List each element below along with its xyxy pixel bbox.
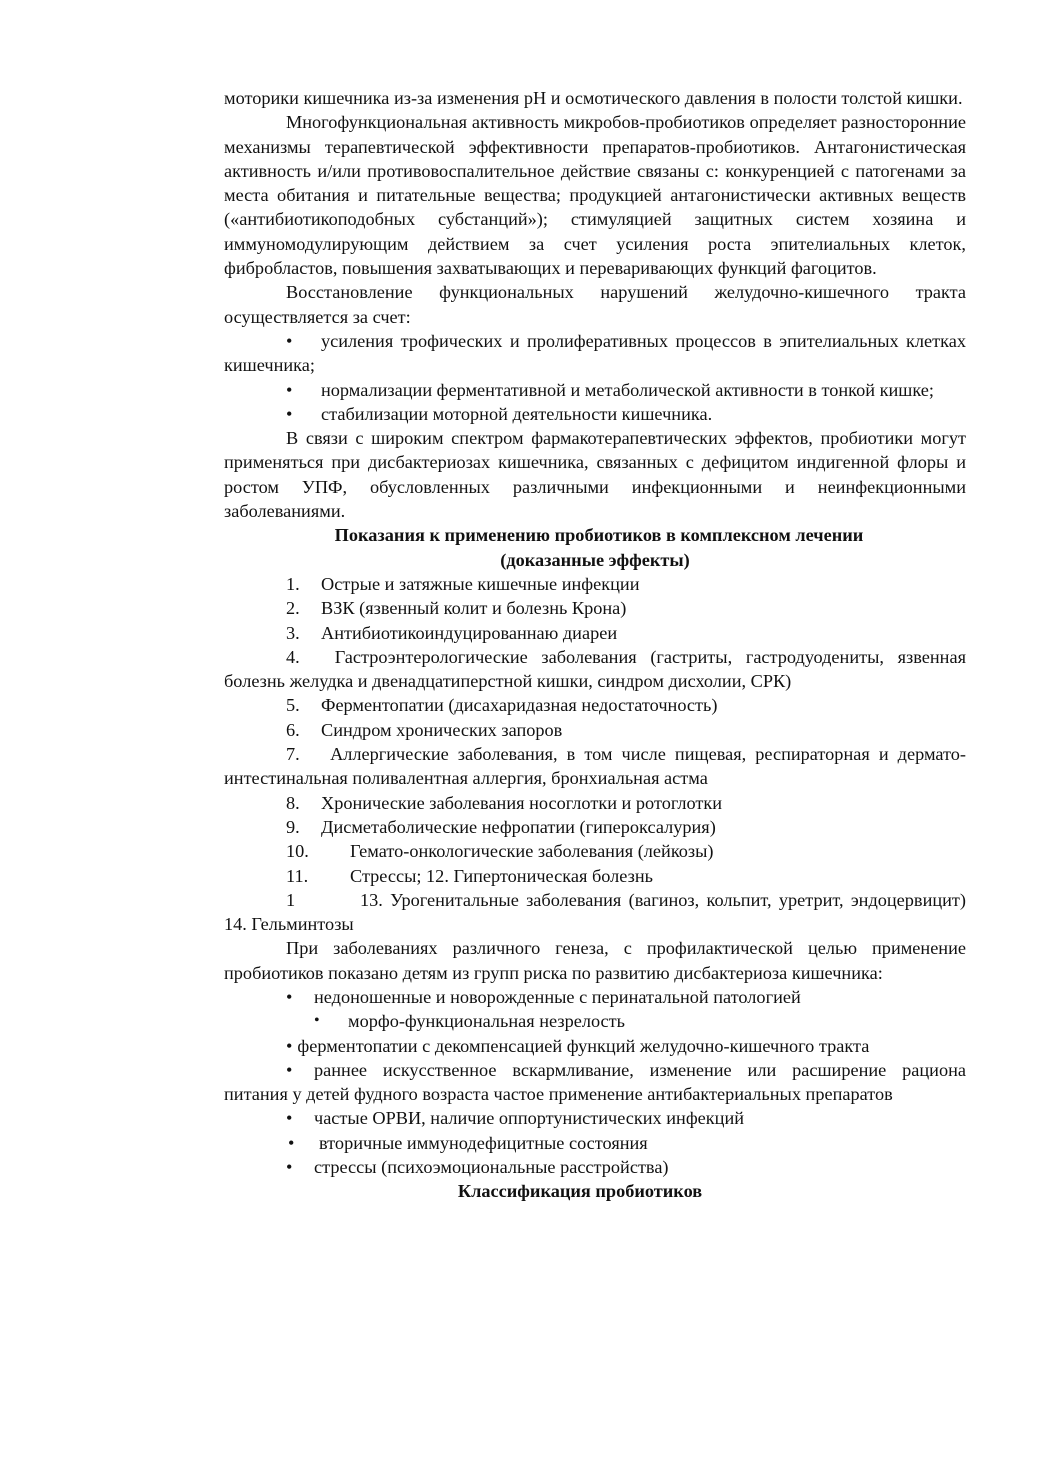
item-text: Гастроэнтерологические заболевания (гастриты, гастродуодениты, язвенная болезнь желудка и двенадцатиперстной кишки, синдром дисхолии, СРК) — [224, 646, 966, 692]
list-item — [224, 742, 966, 791]
indications-heading: Показания к применению пробиотиков в комплексном лечении — [334, 525, 864, 546]
item-number: 6. — [286, 719, 300, 740]
classification-heading: Классификация пробиотиков — [457, 1181, 703, 1202]
list-item — [224, 791, 966, 815]
bullet-item — [224, 1155, 966, 1179]
item-text: Дисметаболические нефропатии (гипероксалурия) — [321, 816, 716, 837]
item-number: 1. — [286, 573, 300, 594]
item-number: 1 — [286, 889, 296, 910]
bullet-text: стрессы (психоэмоциональные расстройства) — [314, 1157, 669, 1178]
bullet-item — [224, 1034, 966, 1058]
bullet-marker: • — [286, 1059, 293, 1080]
bullet-marker: • — [314, 1012, 320, 1030]
list-item — [224, 888, 966, 937]
bullet-text: частые ОРВИ, наличие оппортунистических инфекций — [314, 1108, 745, 1129]
item-number: 3. — [286, 622, 300, 643]
bullet-text: морфо-функциональная незрелость — [348, 1011, 625, 1032]
bullet-text: недоношенные и новорожденные с перинатальной патологией — [314, 986, 801, 1007]
item-text: Синдром хронических запоров — [321, 719, 563, 740]
item-number: 7. — [286, 744, 300, 765]
list-item — [224, 839, 966, 863]
list-item — [224, 815, 966, 839]
item-text: Ферментопатии (дисахаридазная недостаточность) — [321, 695, 718, 716]
item-text: Аллергические заболевания, в том числе пищевая, респираторная и дермато-интестинальная поливалентная аллергия, бронхиальная астма — [224, 744, 967, 789]
indications-subheading: (доказанные эффекты) — [500, 549, 690, 570]
item-number: 5. — [286, 695, 300, 716]
list-item — [224, 596, 966, 620]
bullet-marker: • — [286, 1035, 293, 1056]
bullet-text: раннее искусственное вскармливание, изменение или расширение рациона питания у детей фудного возраста частое применение антибактериальных препаратов — [224, 1059, 966, 1105]
bullet-marker: • — [286, 403, 293, 424]
item-number: 8. — [286, 792, 300, 813]
bullet-text: вторичные иммунодефицитные состояния — [319, 1132, 648, 1153]
list-item — [224, 864, 966, 888]
item-number: 2. — [286, 598, 300, 619]
item-text: Хронические заболевания носоглотки и ротоглотки — [321, 792, 723, 813]
paragraph-recovery: Восстановление функциональных нарушений желудочно-кишечного тракта осуществляется за счет: — [224, 282, 966, 327]
item-text: Стрессы; 12. Гипертоническая болезнь — [350, 865, 653, 886]
list-item — [224, 718, 966, 742]
bullet-item — [224, 1106, 966, 1130]
document-page — [224, 86, 966, 1204]
bullet-item — [224, 378, 966, 402]
item-text: Гемато-онкологические заболевания (лейкозы) — [350, 841, 714, 862]
item-text: Антибиотикоиндуцированнаю диареи — [321, 622, 618, 643]
bullet-item — [224, 402, 966, 426]
list-item — [224, 645, 966, 694]
bullet-marker: • — [286, 379, 293, 400]
bullet-item — [224, 1058, 966, 1107]
bullet-item — [224, 329, 966, 378]
bullet-text: ферментопатии с декомпенсацией функций желудочно-кишечного тракта — [297, 1035, 870, 1056]
bullet-marker: • — [286, 330, 293, 351]
bullet-text: усиления трофических и пролиферативных процессов в эпителиальных клетках кишечника; — [224, 330, 966, 376]
bullet-marker: • — [286, 1157, 293, 1178]
item-text: ВЗК (язвенный колит и болезнь Крона) — [321, 598, 627, 619]
bullet-item — [224, 985, 966, 1009]
bullet-text: нормализации ферментативной и метаболической активности в тонкой кишке; — [321, 379, 934, 400]
paragraph-motility: моторики кишечника из-за изменения pH и осмотического давления в полости толстой кишки. — [224, 88, 963, 108]
bullet-text: стабилизации моторной деятельности кишечника. — [321, 403, 713, 424]
paragraph-spectrum: В связи с широким спектром фармакотерапевтических эффектов, пробиотики могут применяться при дисбактериозах кишечника, связанных с дефицитом индигенной флоры и ростом УПФ, обусловленных различными инфекционными и неинфекционными заболеваниями. — [224, 428, 966, 522]
item-number: 10. — [286, 841, 309, 862]
list-item — [224, 621, 966, 645]
item-number: 4. — [286, 646, 300, 667]
item-number: 9. — [286, 816, 300, 837]
bullet-item — [224, 1009, 966, 1033]
list-item — [224, 693, 966, 717]
bullet-item — [224, 1131, 966, 1155]
paragraph-risk-groups: При заболеваниях различного генеза, с профилактической целью применение пробиотиков показано детям из групп риска по развитию дисбактериоза кишечника: — [224, 938, 966, 983]
item-number: 11. — [286, 865, 309, 886]
list-item — [224, 572, 966, 596]
bullet-marker: • — [288, 1132, 295, 1153]
paragraph-multifunctional-activity: Многофункциональная активность микробов-пробиотиков определяет разносторонние механизмы терапевтической эффективности препаратов-пробиотиков. Антагонистическая активность и/или противовоспалительное действие связаны с: конкуренцией с патогенами за места обитания и питательные вещества; продукцией антагонистически активных веществ («антибиотикоподобных субстанций»); стимуляцией защитных систем хозяина и иммуномодулирующим действием за счет усиления роста эпителиальных клеток, фибробластов, повышения захватывающих и переваривающих функций фагоцитов. — [224, 112, 966, 279]
bullet-marker: • — [286, 986, 293, 1007]
item-text: 13. Урогенитальные заболевания (вагиноз, кольпит, уретрит, эндоцервицит) 14. Гельминтозы — [224, 889, 966, 935]
bullet-marker: • — [286, 1108, 293, 1129]
item-text: Острые и затяжные кишечные инфекции — [321, 573, 640, 594]
